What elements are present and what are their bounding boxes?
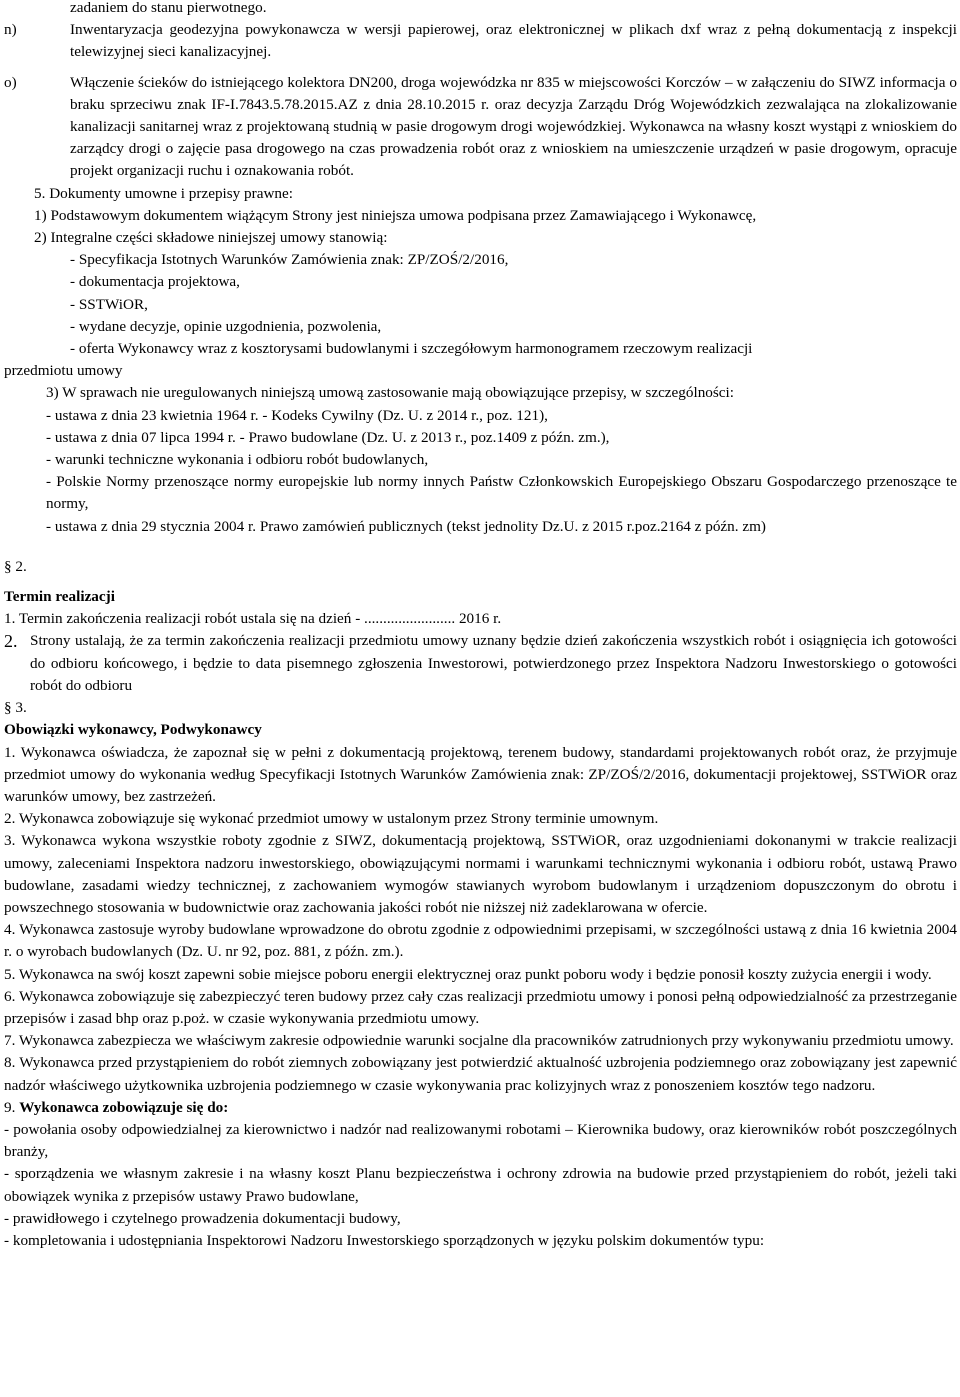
section-5-point-3-item: - warunki techniczne wykonania i odbioru robót budowlanych, [46, 451, 429, 469]
list-item-label: o) [4, 73, 17, 91]
section-3-point-5: 5. Wykonawca na swój koszt zapewni sobie miejsce poboru energii elektrycznej oraz punkt poboru wody i będzie ponosił koszty zużycia energii i wody. [4, 965, 932, 983]
section-5-point-2-item: - oferta Wykonawcy wraz z kosztorysami budowlanymi i szczegółowym harmonogramem rzeczowym realizacji [70, 340, 753, 358]
section-3-point-8: 8. Wykonawca przed przystąpieniem do robót ziemnych zobowiązany jest potwierdzić aktualność uzbrojenia podziemnego oraz zobowiązany jest zapewnić nadzór właściwego użytkownika uzbrojenia podziemnego w czasie wykonywania prac kolizyjnych wraz z ponoszeniem kosztów tego nadzoru. [4, 1054, 957, 1094]
section-5-point-3-item: - ustawa z dnia 23 kwietnia 1964 r. - Kodeks Cywilny (Dz. U. z 2014 r., poz. 121), [46, 406, 548, 424]
list-item-text: Włączenie ścieków do istniejącego kolektora DN200, droga wojewódzka nr 835 w miejscowości Korczów – w załączeniu do SIWZ informacja o braku sprzeciwu znak IF-I.7843.5.78.2015.AZ z dnia 28.10.2015 r. oraz decyzja Zarządu Dróg Wojewódzkich zezwalająca na zlokalizowanie kanalizacji sanitarnej wraz z projektowaną studnią w pasie drogowym drogi wojewódzkiej. Wykonawca na własny koszt wystąpi z wnioskiem do zarządcy drogi o zajęcie pasa drogowego na czas prowadzenia robót oraz z wnioskiem na umieszczenie urządzeń w pasie drogowym, opracuje projekt organizacji ruchu i oznakowania robót. [70, 73, 957, 180]
section-3-point-9-item: - prawidłowego i czytelnego prowadzenia dokumentacji budowy, [4, 1209, 401, 1227]
section-3-point-4: 4. Wykonawca zastosuje wyroby budowlane wprowadzone do obrotu zgodnie z odpowiednimi przepisami, w szczególności ustawą z dnia 16 kwietnia 2004 r. o wyrobach budowlanych (Dz. U. nr 92, poz. 881, z późn. zm.). [4, 921, 957, 961]
section-2-point-2 [4, 630, 957, 697]
section-5-point-2-item-continuation: przedmiotu umowy [4, 362, 123, 380]
section-3-point-7: 7. Wykonawca zabezpiecza we właściwym zakresie odpowiednie warunki socjalne dla pracowników zatrudnionych przy wykonywaniu przedmiotu umowy. [4, 1032, 954, 1050]
point-number: 9. [4, 1098, 20, 1116]
paragraph-continuation: zadaniem do stanu pierwotnego. [70, 0, 267, 16]
section-5-point-2-item: - wydane decyzje, opinie uzgodnienia, pozwolenia, [70, 317, 382, 335]
section-3-point-2: 2. Wykonawca zobowiązuje się wykonać przedmiot umowy w ustalonym przez Strony terminie umownym. [4, 810, 659, 828]
list-item-n [4, 19, 957, 63]
document-page [4, 0, 957, 1252]
section-5-point-3-item: - ustawa z dnia 07 lipca 1994 r. - Prawo budowlane (Dz. U. z 2013 r., poz.1409 z późn. zm.), [46, 428, 610, 446]
section-5-point-1: 1) Podstawowym dokumentem wiążącym Strony jest niniejsza umowa podpisana przez Zamawiającego i Wykonawcę, [34, 206, 757, 224]
section-sign-2: § 2. [4, 557, 27, 575]
section-3-point-9-item: - sporządzenia we własnym zakresie i na własny koszt Planu bezpieczeństwa i ochrony zdrowia na budowie przed przystąpieniem do robót, jeżeli taki obowiązek wynika z przepisów ustawy Prawo budowlane, [4, 1165, 957, 1205]
section-3-point-1: 1. Wykonawca oświadcza, że zapoznał się w pełni z dokumentacją projektową, terenem budowy, standardami projektowanych robót oraz, że przyjmuje przedmiot umowy do wykonania według Specyfikacji Istotnych Warunków Zamówienia znak: ZP/ZOŚ/2/2016, dokumentacji projektowej, SSTWiOR oraz warunków umowy, bez zastrzeżeń. [4, 743, 957, 805]
section-5-point-2-item: - dokumentacja projektowa, [70, 273, 240, 291]
section-5-title: 5. Dokumenty umowne i przepisy prawne: [34, 184, 293, 202]
section-2-heading: Termin realizacji [4, 588, 115, 606]
section-5-point-2: 2) Integralne części składowe niniejszej umowy stanowią: [34, 229, 388, 247]
section-3-point-3: 3. Wykonawca wykona wszystkie roboty zgodnie z SIWZ, dokumentacją projektową, SSTWiOR, oraz uzgodnieniami dokonanymi w trakcie realizacji umowy, zaleceniami Inspektora nadzoru inwestorskiego, obowiązującymi normami i warunkami technicznymi wykonania i odbioru robót, ustawą Prawo budowlane, zasadami wiedzy technicznej, z zachowaniem wymogów stawianych wyrobom budowlanym i urządzeniom dopuszczonym do obrotu i powszechnego stosowania w budownictwie oraz zachowania jakości robót nie niższej niż zadeklarowana w ofercie. [4, 832, 957, 916]
list-item-label: n) [4, 21, 17, 39]
section-3-point-9-item: - powołania osoby odpowiedzialnej za kierownictwo i nadzór nad realizowanymi robotami – Kierownika budowy, oraz kierowników robót poszczególnych branży, [4, 1120, 957, 1161]
list-item-o [4, 72, 957, 183]
point-text: Strony ustalają, że za termin zakończenia realizacji przedmiotu umowy uznany będzie dzień zakończenia wszystkich robót i osiągnięcia ich gotowości do odbioru końcowego, i będzie to data pisemnego zgłoszenia Inwestorowi, potwierdzonego przez Inspektora Nadzoru Inwestorskiego o gotowości robót do odbioru [30, 632, 957, 694]
list-item-text: Inwentaryzacja geodezyjna powykonawcza w wersji papierowej, oraz elektronicznej w plikach dxf wraz z pełną dokumentacją z inspekcji telewizyjnej sieci kanalizacyjnej. [70, 21, 957, 61]
section-3-point-6: 6. Wykonawca zobowiązuje się zabezpieczyć teren budowy przez cały czas realizacji przedmiotu umowy i ponosi pełną odpowiedzialność za przestrzeganie przepisów i zasad bhp oraz p.poż. w czasie wykonywania przedmiotu umowy. [4, 987, 957, 1027]
section-sign-3: § 3. [4, 699, 27, 717]
section-3-heading: Obowiązki wykonawcy, Podwykonawcy [4, 721, 262, 739]
section-5-point-3-item: - ustawa z dnia 29 stycznia 2004 r. Prawo zamówień publicznych (tekst jednolity Dz.U. z 2015 r.poz.2164 z późn. zm) [46, 517, 766, 535]
section-5-point-2-item: - SSTWiOR, [70, 295, 148, 313]
section-3-point-9 [4, 1097, 957, 1119]
section-2-point-1: 1. Termin zakończenia realizacji robót ustala się na dzień - ........................ 2016 r. [4, 610, 502, 628]
point-number: 2. [4, 631, 18, 652]
section-5-point-3: 3) W sprawach nie uregulowanych niniejszą umową zastosowanie mają obowiązujące przepisy, w szczególności: [46, 384, 734, 402]
section-5-point-3-item: - Polskie Normy przenoszące normy europejskie lub normy innych Państw Członkowskich Europejskiego Obszaru Gospodarczego przenoszące te normy, [46, 473, 957, 513]
section-3-point-9-item: - kompletowania i udostępniania Inspektorowi Nadzoru Inwestorskiego sporządzonych w języku polskim dokumentów typu: [4, 1231, 765, 1249]
point-title: Wykonawca zobowiązuje się do: [19, 1098, 229, 1116]
section-5-point-2-item: - Specyfikacja Istotnych Warunków Zamówienia znak: ZP/ZOŚ/2/2016, [70, 251, 509, 269]
